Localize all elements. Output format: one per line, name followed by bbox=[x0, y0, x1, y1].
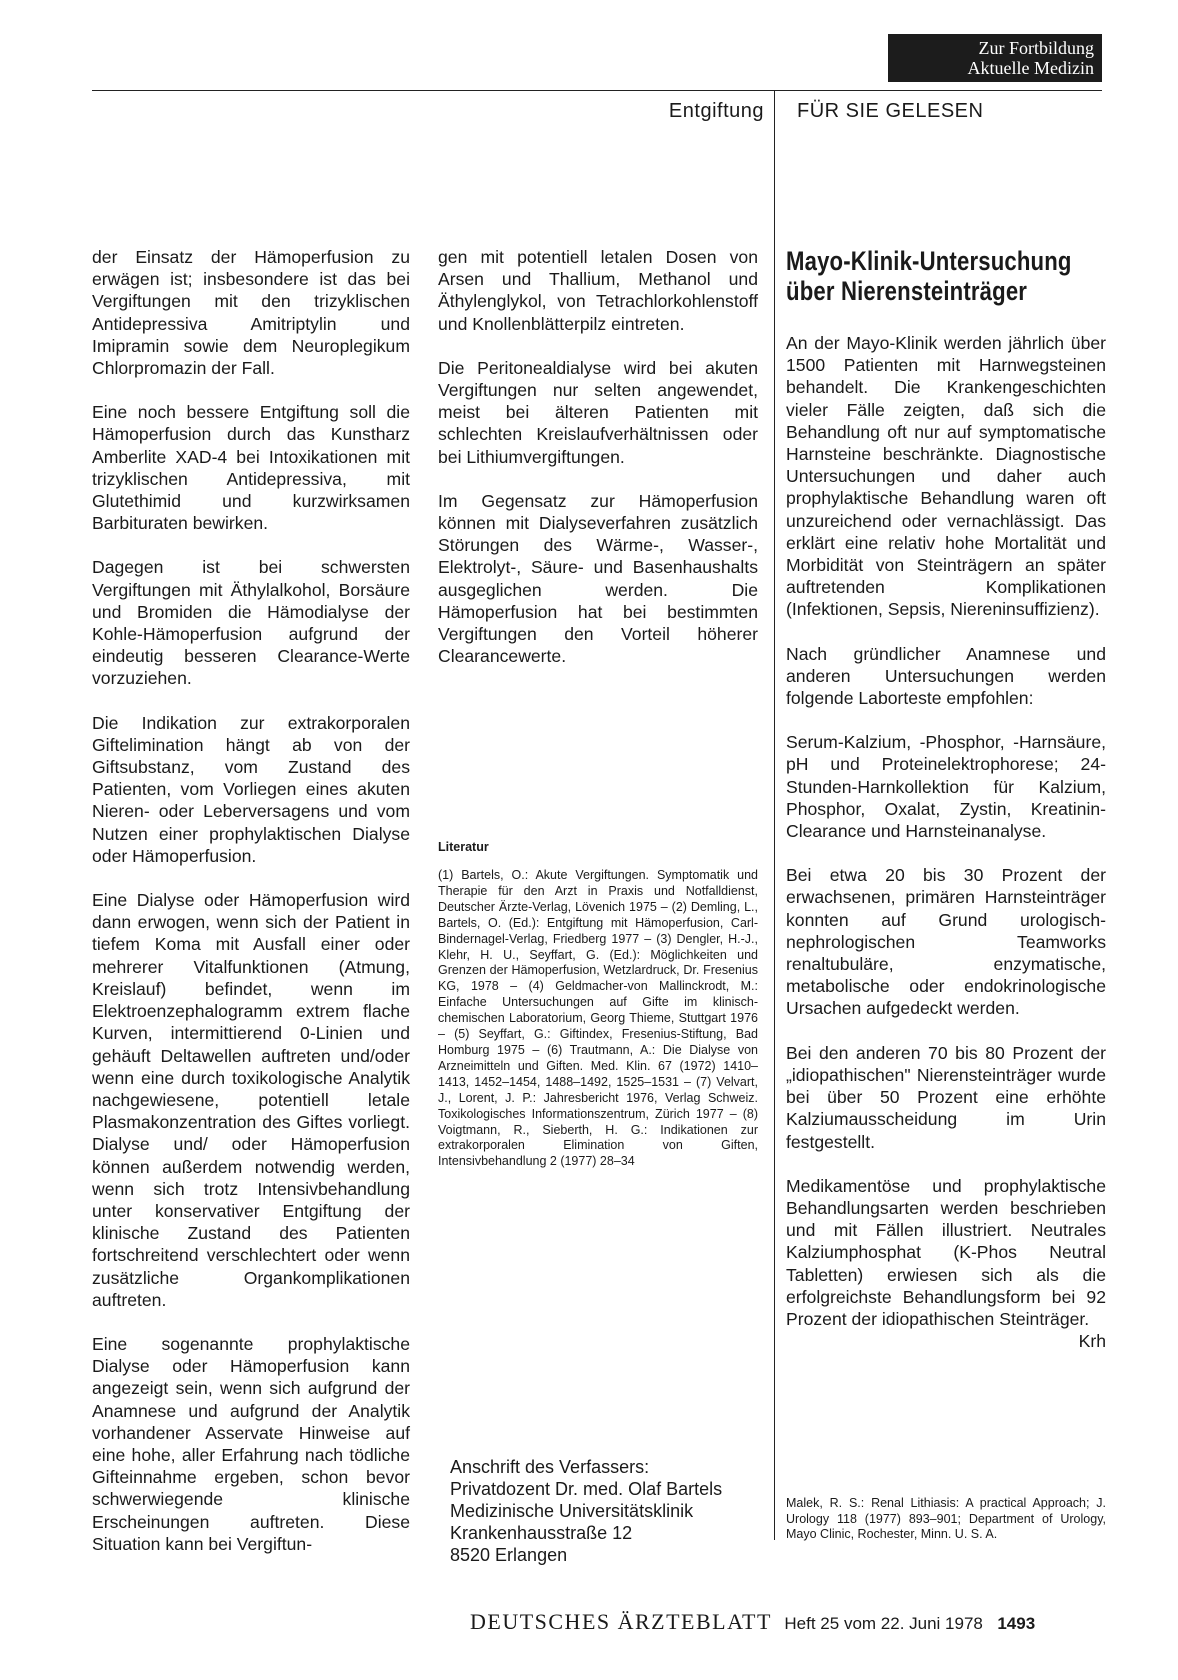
paragraph: Eine sogenannte prophylaktische Dialyse oder Hämoperfusion kann angezeigt sein, wenn sich aufgrund der Anamnese und aufgrund der Analytik vorhandener Asservate Hinweise auf eine hohe, aller Erfahrung nach tödliche Gifteinnahme ergeben, schon bevor schwerwiegende klinische Erscheinungen auftreten. Diese Situation kann bei Vergiftun- bbox=[92, 1333, 410, 1554]
journal-name: DEUTSCHES ÄRZTEBLATT bbox=[470, 1609, 772, 1634]
paragraph-text: Medikamentöse und prophylaktische Behandlungsarten werden beschrieben und mit Fällen illustriert. Neutrales Kalziumphosphat (K-Phos Neutral Tabletten) erwiesen sich als die erfolgreichste Behandlungsform bei 92 Prozent der idiopathischen Steinträger. bbox=[786, 1175, 1106, 1329]
address-line: Anschrift des Verfassers: bbox=[450, 1457, 650, 1477]
paragraph: Bei den anderen 70 bis 80 Prozent der „idiopathischen" Nierensteinträger wurde bei über 50 Prozent eine erhöhte Kalziumausscheidung im Urin festgestellt. bbox=[786, 1042, 1106, 1152]
article-column-2 bbox=[438, 246, 758, 689]
badge-line-1: Zur Fortbildung bbox=[978, 38, 1094, 58]
paragraph: gen mit potentiell letalen Dosen von Arsen und Thallium, Methanol und Äthylenglykol, von Tetrachlorkohlenstoff und Knollenblätterpilz eintreten. bbox=[438, 247, 758, 334]
issue-info: Heft 25 vom 22. Juni 1978 bbox=[784, 1614, 983, 1633]
article-reference: Malek, R. S.: Renal Lithiasis: A practical Approach; J. Urology 118 (1977) 893–901; Department of Urology, Mayo Clinic, Rochester, Minn. U. S. A. bbox=[786, 1496, 1106, 1541]
page-footer bbox=[470, 1609, 1035, 1635]
section-heading-right: FÜR SIE GELESEN bbox=[797, 100, 984, 122]
column-divider bbox=[774, 90, 775, 1540]
page-number: 1493 bbox=[997, 1614, 1036, 1633]
paragraph-with-signature bbox=[786, 1175, 1106, 1352]
paragraph: Nach gründlicher Anamnese und anderen Untersuchungen werden folgende Laborteste empfohlen: bbox=[786, 643, 1106, 709]
address-line: Privatdozent Dr. med. Olaf Bartels bbox=[450, 1479, 723, 1499]
paragraph: Eine noch bessere Entgiftung soll die Hämoperfusion durch das Kunstharz Amberlite XAD-4 bei Intoxikationen mit trizyklischen Antidepressiva, mit Glutethimid und kurzwirksamen Barbituraten bewirken. bbox=[92, 402, 410, 534]
top-rule bbox=[92, 90, 1102, 91]
section-badge bbox=[888, 34, 1102, 82]
paragraph: Im Gegensatz zur Hämoperfusion können mit Dialyseverfahren zusätzlich Störungen des Wärme-, Wasser-, Elektrolyt-, Säure- und Basenhaushalts ausgeglichen werden. Die Hämoperfusion hat bei bestimmten Vergiftungen den Vorteil höherer Clearancewerte. bbox=[438, 490, 758, 667]
paragraph: der Einsatz der Hämoperfusion zu erwägen ist; insbesondere ist das bei Vergiftungen mit den trizyklischen Antidepressiva Amitriptylin und Imipramin sowie dem Neuroplegikum Chlorpromazin der Fall. bbox=[92, 247, 410, 379]
author-address bbox=[450, 1456, 780, 1566]
article-column-1 bbox=[92, 246, 410, 1577]
paragraph: Dagegen ist bei schwersten Vergiftungen mit Äthylalkohol, Borsäure und Bromiden die Hämodialyse der Kohle-Hämoperfusion aufgrund der eindeutig besseren Clearance-Werte vorzuziehen. bbox=[92, 557, 410, 689]
badge-line-2: Aktuelle Medizin bbox=[967, 58, 1094, 78]
paragraph: Die Peritonealdialyse wird bei akuten Vergiftungen nur selten angewendet, meist bei älteren Patienten mit schlechten Kreislaufverhältnissen oder bei Lithiumvergiftungen. bbox=[438, 357, 758, 467]
section-heading-left: Entgiftung bbox=[668, 100, 764, 122]
address-line: 8520 Erlangen bbox=[450, 1545, 568, 1565]
article-column-3 bbox=[786, 246, 1106, 1352]
paragraph: Eine Dialyse oder Hämoperfusion wird dann erwogen, wenn sich der Patient in tiefem Koma mit Ausfall einer oder mehrerer Vitalfunktionen (Atmung, Kreislauf) befindet, wenn im Elektroenzephalogramm extrem flache Kurven, intermittierend 0-Linien und gehäuft Deltawellen auftreten und/oder wenn eine durch toxikologische Analytik nachgewiesene, potentiell letale Plasmakonzentration des Giftes vorliegt. Dialyse und/ oder Hämoperfusion können außerdem notwendig werden, wenn sich trotz Intensivbehandlung unter konservativer Entgiftung der klinische Zustand des Patienten fortschreitend verschlechtert oder wenn zusätzliche Organkomplikationen auftreten. bbox=[92, 890, 410, 1310]
address-line: Krankenhausstraße 12 bbox=[450, 1523, 633, 1543]
address-line: Medizinische Universitätsklinik bbox=[450, 1501, 694, 1521]
author-signature: Krh bbox=[1078, 1331, 1106, 1352]
paragraph: Serum-Kalzium, -Phosphor, -Harnsäure, pH und Proteinelektrophorese; 24-Stunden-Harnkollektion für Kalzium, Phosphor, Oxalat, Zystin, Kreatinin-Clearance und Harnsteinanalyse. bbox=[786, 732, 1106, 842]
literature-list: (1) Bartels, O.: Akute Vergiftungen. Symptomatik und Therapie für den Arzt in Praxis und Notfalldienst, Deutscher Ärzte-Verlag, Lövenich 1975 – (2) Demling, L., Bartels, O. (Ed.): Entgiftung mit Hämoperfusion, Carl-Bindernagel-Verlag, Friedberg 1977 – (3) Dengler, H.-J., Klehr, H. U., Seyffart, G. (Ed.): Möglichkeiten und Grenzen der Hämoperfusion, Wetzlardruck, Dr. Fresenius KG, 1978 – (4) Geldmacher-von Mallinckrodt, M.: Einfache Untersuchungen auf Gifte im klinisch-chemischen Laboratorium, Georg Thieme, Stuttgart 1976 – (5) Seyffart, G.: Giftindex, Fresenius-Stiftung, Bad Homburg 1975 – (6) Trautmann, A.: Die Dialyse von Arzneimitteln und Giften. Med. Klin. 67 (1972) 1410–1413, 1452–1454, 1488–1492, 1525–1531 – (7) Velvart, J., Lorent, J. P.: Jahresbericht 1976, Verlag Schweiz. Toxikologisches Informationszentrum, Zürich 1977 – (8) Voigtmann, R., Sieberth, H. G.: Indikationen zur extrakorporalen Elimination von Giften, Intensivbehandlung 2 (1977) 28–34 bbox=[438, 868, 758, 1169]
paragraph: An der Mayo-Klinik werden jährlich über 1500 Patienten mit Harnwegsteinen behandelt. Die Krankengeschichten vieler Fälle zeigten, daß sich die Behandlung oft nur auf symptomatische Harnsteine beschränkte. Diagnostische Untersuchungen und daher auch prophylaktische Behandlung waren oft unzureichend oder vernachlässigt. Das erklärt eine relativ hohe Mortalität und Morbidität von Steinträgern an später auftretenden Komplikationen (Infektionen, Sepsis, Niereninsuffizienz). bbox=[786, 333, 1106, 620]
paragraph: Die Indikation zur extrakorporalen Giftelimination hängt ab von der Giftsubstanz, vom Zustand des Patienten, vom Vorliegen eines akuten Nieren- oder Leberversagens und vom Nutzen einer prophylaktischen Dialyse oder Hämoperfusion. bbox=[92, 712, 410, 866]
paragraph: Bei etwa 20 bis 30 Prozent der erwachsenen, primären Harnsteinträger konnten auf Grund urologisch-nephrologischen Teamworks renaltubuläre, enzymatische, metabolische oder endokrinologische Ursachen aufgedeckt werden. bbox=[786, 865, 1106, 1019]
literature-heading: Literatur bbox=[438, 840, 489, 854]
article-headline: Mayo-Klinik-Untersuchung über Nierensteinträger bbox=[786, 246, 1072, 306]
